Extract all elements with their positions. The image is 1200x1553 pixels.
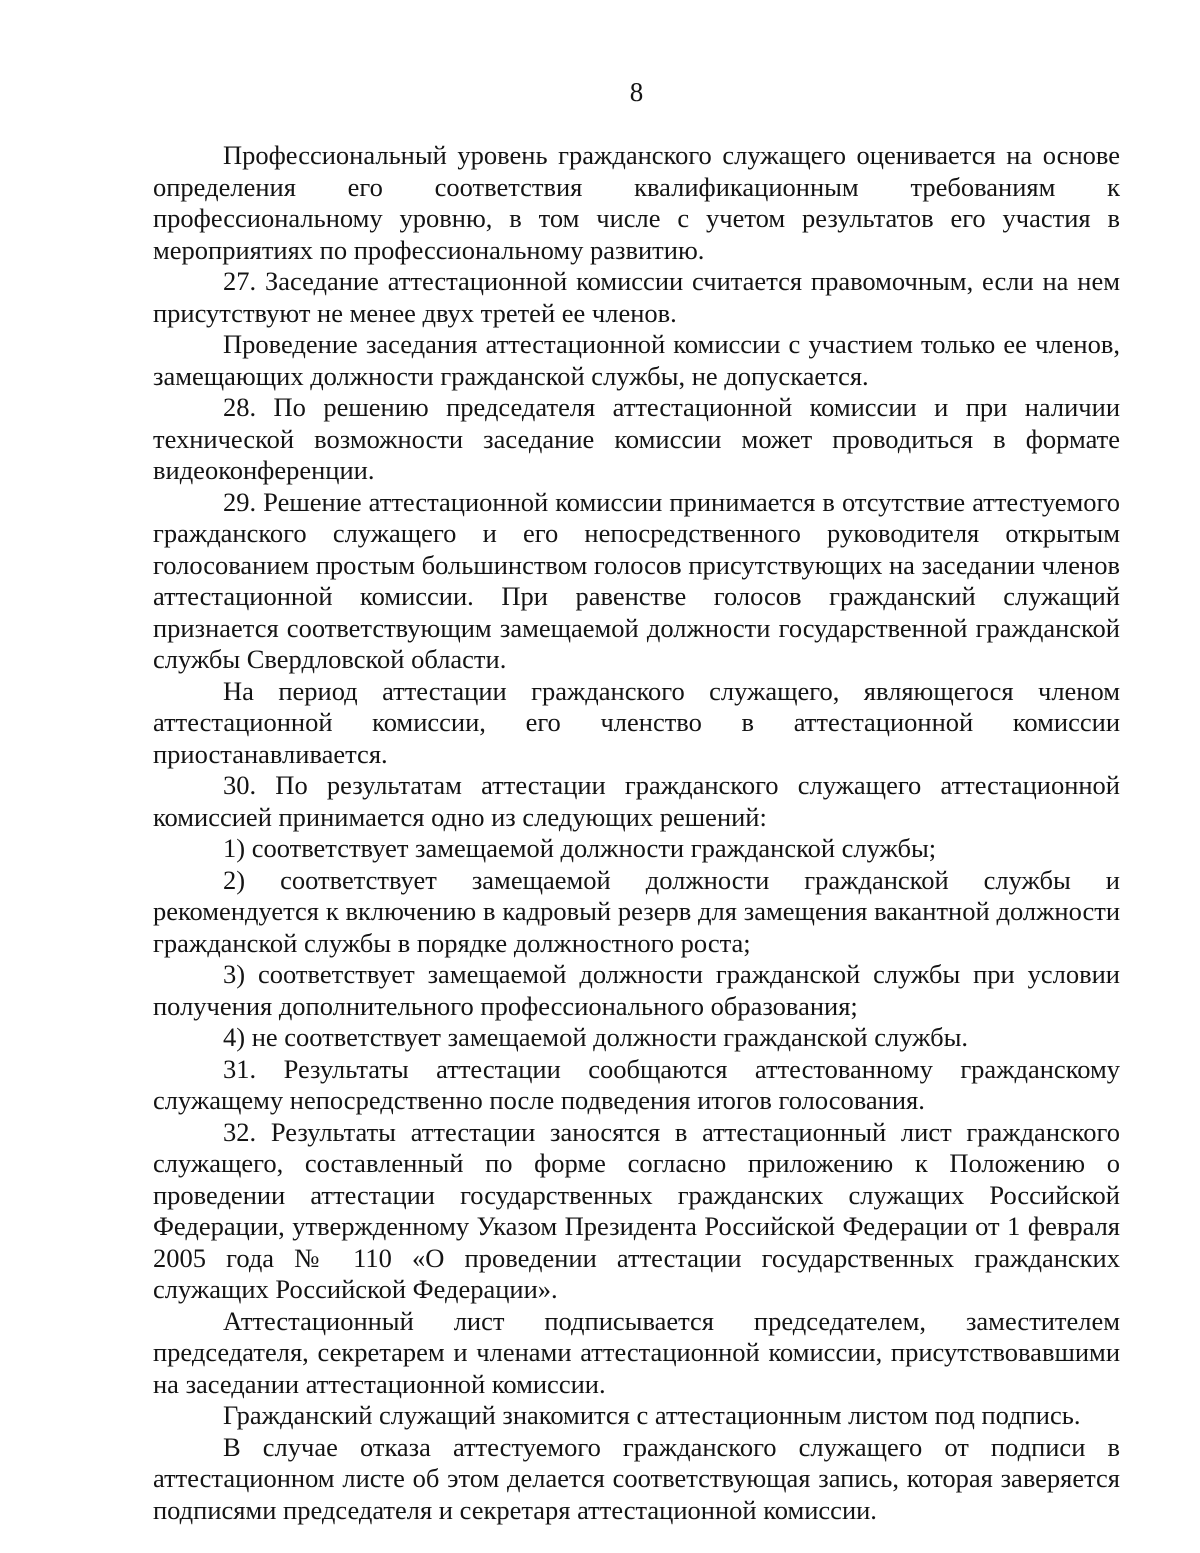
paragraph-membership-suspended: На период аттестации гражданского служащего, являющегося членом аттестационной комиссии, его членство в аттестационной комиссии приостанавливается.: [153, 675, 1120, 769]
paragraph-item-28: 28. По решению председателя аттестационной комиссии и при наличии технической возможности заседание комиссии может проводиться в формате видеоконференции.: [153, 392, 1120, 485]
paragraph-item-32: 32. Результаты аттестации заносятся в аттестационный лист гражданского служащего, составленный по форме согласно приложению к Положению о проведении аттестации государственных гражданских служащих Российской Федерации, утвержденному Указом Президента Российской Федерации от 1 февраля 2005 года № 110 «О проведении аттестации государственных гражданских служащих Российской Федерации».: [153, 1116, 1120, 1304]
paragraph-item-27: 27. Заседание аттестационной комиссии считается правомочным, если на нем присутствуют не менее двух третей ее членов.: [153, 266, 1120, 328]
paragraph-meeting-members: Проведение заседания аттестационной комиссии с участием только ее членов, замещающих должности гражданской службы, не допускается.: [153, 329, 1120, 391]
decision-option-3: 3) соответствует замещаемой должности гражданской службы при условии получения дополнительного профессионального образования;: [153, 959, 1120, 1021]
document-body: [153, 140, 1120, 1526]
paragraph-professional-level: Профессиональный уровень гражданского служащего оценивается на основе определения его соответствия квалификационным требованиям к профессиональному уровню, в том числе с учетом результатов его участия в мероприятиях по профессиональному развитию.: [153, 140, 1120, 265]
paragraph-item-29: 29. Решение аттестационной комиссии принимается в отсутствие аттестуемого гражданского служащего и его непосредственного руководителя открытым голосованием простым большинством голосов присутствующих на заседании членов аттестационной комиссии. При равенстве голосов гражданский служащий признается соответствующим замещаемой должности государственной гражданской службы Свердловской области.: [153, 486, 1120, 674]
page-number: 8: [629, 77, 644, 107]
paragraph-acknowledgement: Гражданский служащий знакомится с аттестационным листом под подпись.: [223, 1400, 1081, 1430]
paragraph-item-30: 30. По результатам аттестации гражданского служащего аттестационной комиссией принимается одно из следующих решений:: [153, 770, 1120, 832]
decision-option-1: 1) соответствует замещаемой должности гражданской службы;: [223, 833, 937, 863]
paragraph-item-31: 31. Результаты аттестации сообщаются аттестованному гражданскому служащему непосредственно после подведения итогов голосования.: [153, 1053, 1120, 1115]
paragraph-sheet-signatures: Аттестационный лист подписывается председателем, заместителем председателя, секретарем и членами аттестационной комиссии, присутствовавшими на заседании аттестационной комиссии.: [153, 1305, 1120, 1399]
decision-option-2: 2) соответствует замещаемой должности гражданской службы и рекомендуется к включению в кадровый резерв для замещения вакантной должности гражданской службы в порядке должностного роста;: [153, 864, 1120, 958]
paragraph-refusal: В случае отказа аттестуемого гражданского служащего от подписи в аттестационном листе об этом делается соответствующая запись, которая заверяется подписями председателя и секретаря аттестационной комиссии.: [153, 1431, 1120, 1525]
decision-option-4: 4) не соответствует замещаемой должности гражданской службы.: [223, 1022, 969, 1052]
